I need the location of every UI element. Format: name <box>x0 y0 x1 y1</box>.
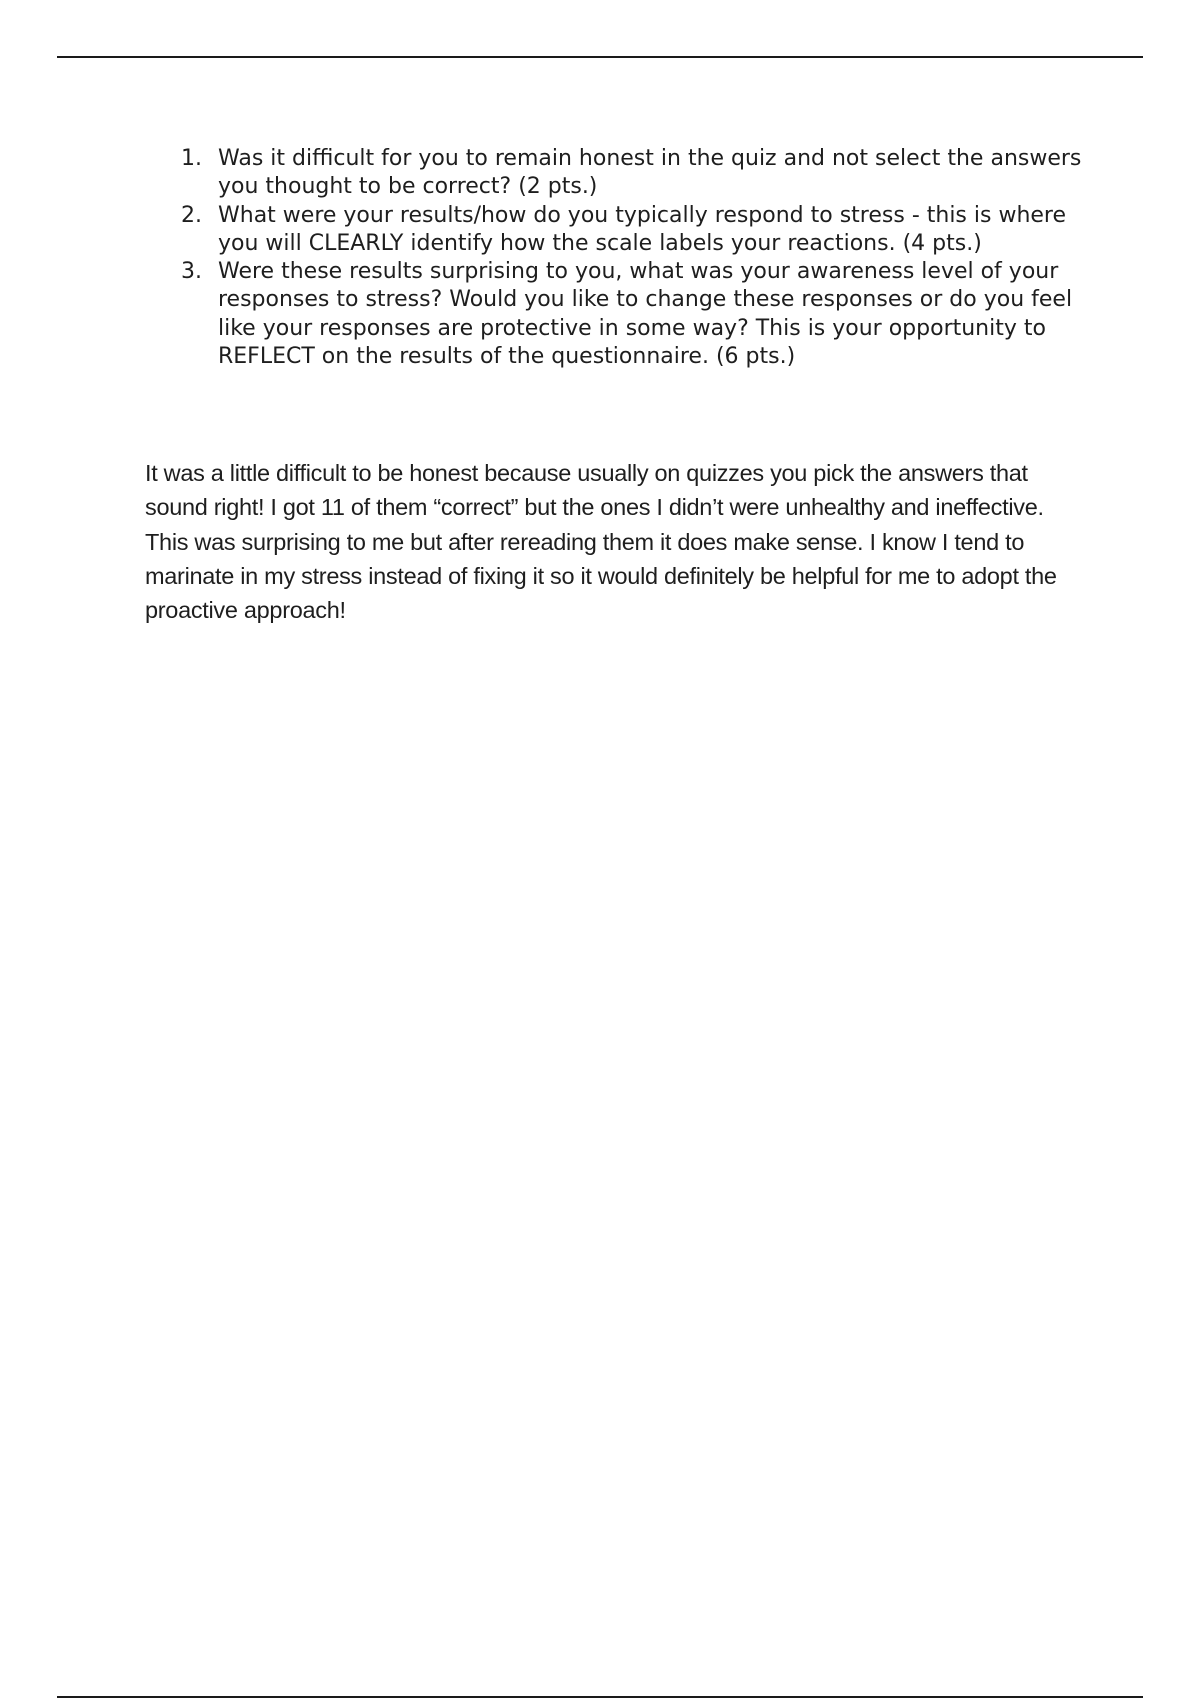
question-item <box>175 258 1090 371</box>
question-list <box>175 145 1090 371</box>
question-number: 3. <box>181 259 202 285</box>
question-text: Was it difficult for you to remain honest in the quiz and not select the answers you thought to be correct? (2 pts.) <box>218 146 1082 200</box>
question-item <box>175 202 1090 259</box>
footer-rule <box>57 1696 1143 1698</box>
question-number: 2. <box>181 202 202 228</box>
question-item <box>175 145 1090 202</box>
answer-paragraph: It was a little difficult to be honest because usually on quizzes you pick the answers that sound right! I got 11 of them “correct” but the ones I didn’t were unhealthy and ineffective. This was surprising to me but after rereading them it does make sense. I know I tend to marinate in my stress instead of fixing it so it would definitely be helpful for me to adopt the proactive approach! <box>145 460 1057 624</box>
header-rule <box>57 56 1143 58</box>
question-text: Were these results surprising to you, what was your awareness level of your responses to stress? Would you like to change these responses or do you feel like your responses are protective in some way? This is your opportunity to REFLECT on the results of the questionnaire. (6 pts.) <box>218 259 1073 370</box>
question-number: 1. <box>181 146 202 171</box>
question-text: What were your results/how do you typically respond to stress - this is where you will CLEARLY identify how the scale labels your reactions. (4 pts.) <box>218 202 1067 256</box>
